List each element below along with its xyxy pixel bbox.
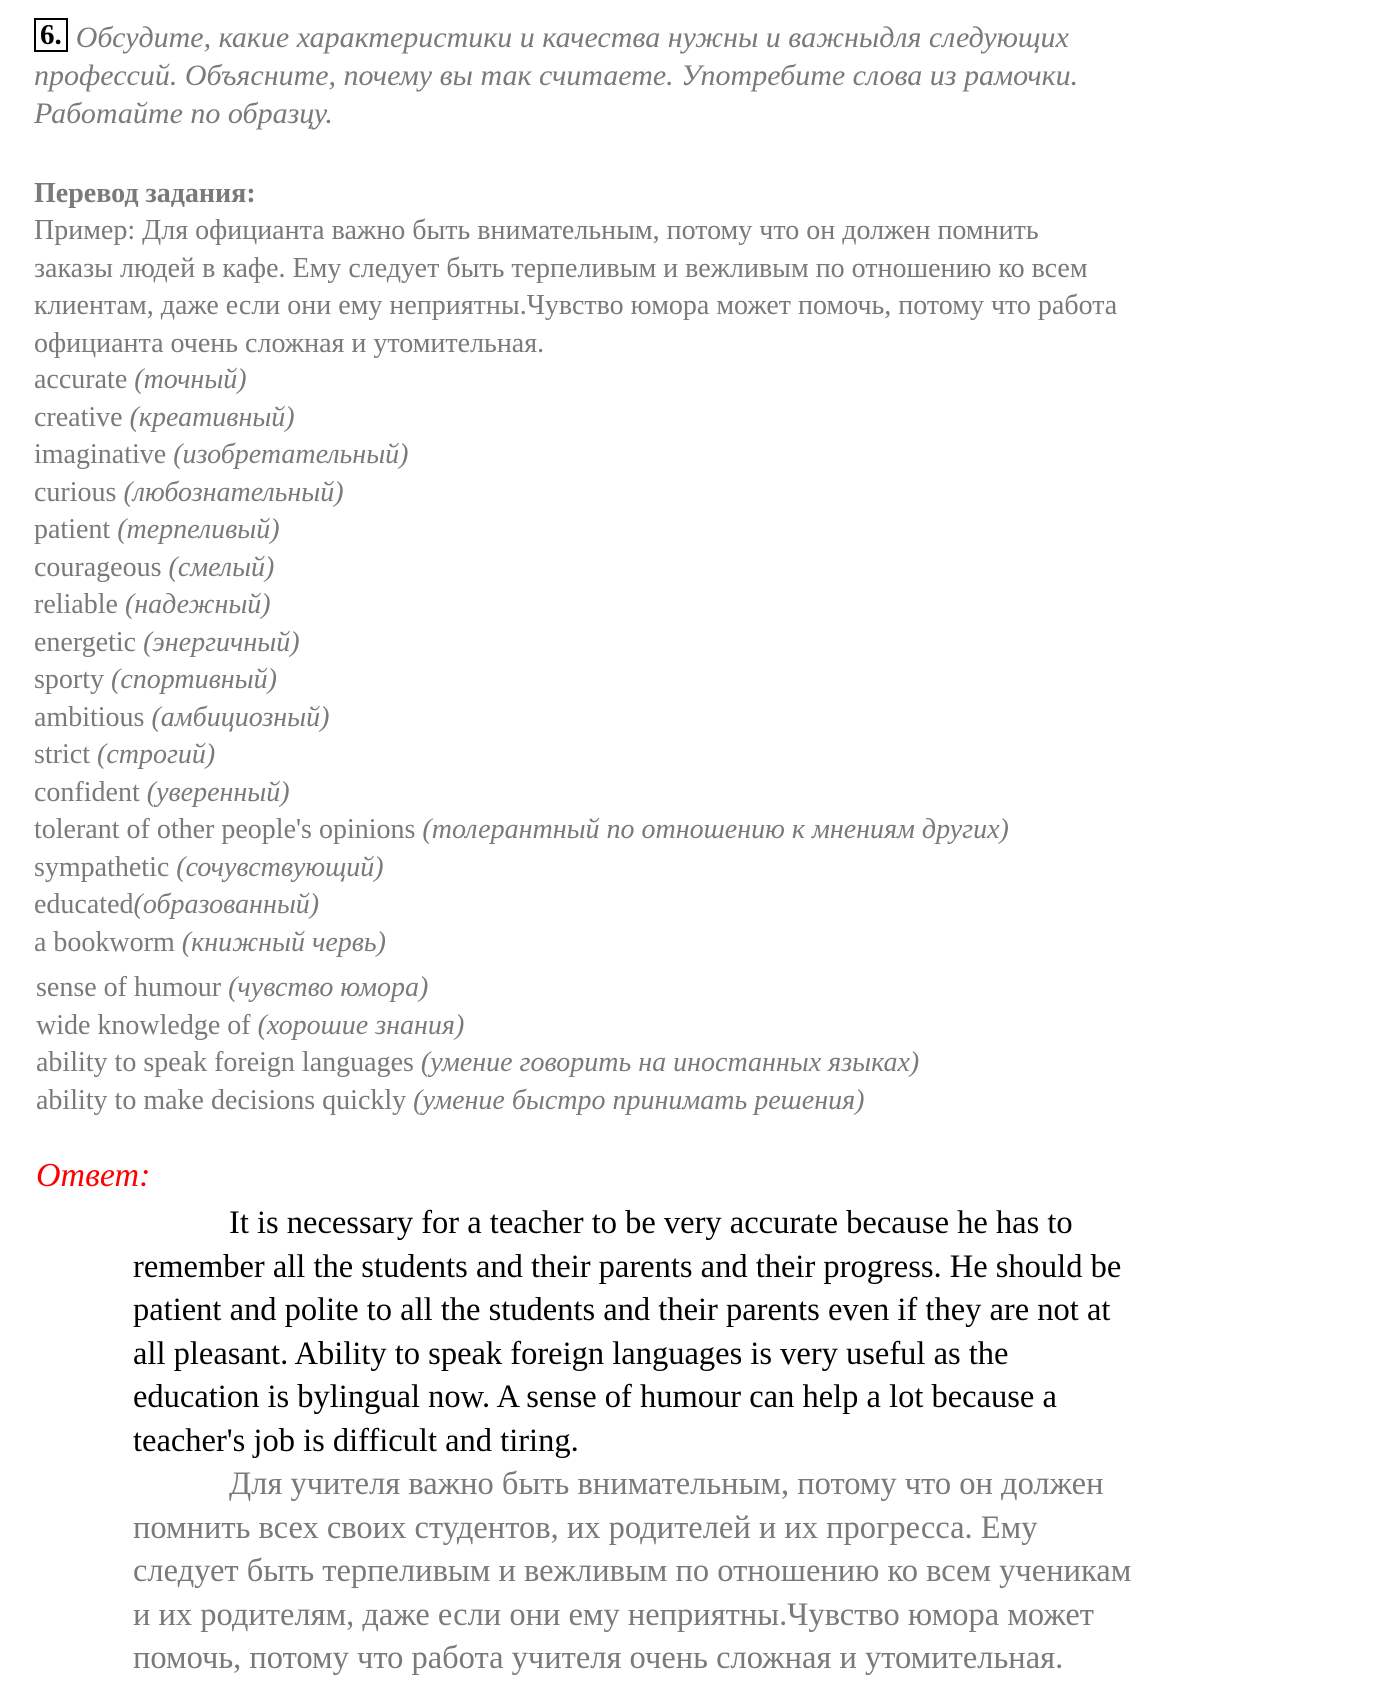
vocab-en: courageous	[34, 551, 169, 583]
phrase-ru: (чувство юмора)	[228, 972, 429, 1003]
vocab-ru: (толерантный по отношению к мнениям других)	[422, 814, 1009, 845]
answer-en-line: teacher's job is difficult and tiring.	[133, 1422, 579, 1459]
task-line: профессий. Объясните, почему вы так считаете. Употребите слова из рамочки.	[34, 59, 1079, 92]
phrase-item	[36, 969, 919, 1007]
vocab-ru: (амбициозный)	[151, 701, 330, 733]
vocab-en: sporty	[34, 664, 111, 695]
vocab-item	[34, 474, 1009, 512]
vocab-item	[34, 736, 1009, 774]
vocab-en: strict	[34, 739, 97, 770]
vocab-ru: (точный)	[134, 364, 247, 395]
vocab-ru: (уверенный)	[146, 776, 290, 808]
answer-en-line: remember all the students and their parents and their progress. He should be	[133, 1248, 1122, 1285]
task-line	[34, 18, 1364, 57]
vocab-item	[34, 361, 1009, 399]
answer-ru-line: помочь, потому что работа учителя очень сложная и утомительная.	[133, 1640, 1064, 1676]
answer-label: Ответ:	[36, 1157, 151, 1194]
phrase-en: wide knowledge of	[36, 1009, 258, 1041]
vocab-item	[34, 661, 1009, 699]
vocab-en: imaginative	[34, 439, 174, 470]
vocab-ru: (книжный червь)	[181, 926, 386, 958]
vocab-en: curious	[34, 476, 124, 508]
answer-ru-line: следует быть терпеливым и вежливым по отношению ко всем ученикам	[133, 1553, 1132, 1589]
vocab-ru: (креативный)	[129, 401, 295, 433]
translation-heading: Перевод задания:	[34, 178, 256, 209]
vocab-item	[34, 511, 1009, 549]
vocab-ru: (смелый)	[168, 551, 275, 583]
vocab-ru: (изобретательный)	[173, 439, 409, 470]
phrase-en: sense of humour	[36, 972, 229, 1003]
vocab-ru: (спортивный)	[111, 664, 277, 695]
vocab-item	[34, 886, 1009, 924]
vocab-item	[34, 811, 1009, 849]
phrase-item	[36, 1007, 919, 1045]
vocab-ru: (энергичный)	[143, 626, 300, 658]
phrase-en: ability to make decisions quickly	[36, 1084, 414, 1116]
vocab-ru: (терпеливый)	[117, 514, 280, 545]
phrase-ru: (хорошие знания)	[257, 1009, 465, 1041]
vocab-en: a bookworm	[34, 926, 182, 958]
vocab-ru: (сочувствующий)	[176, 851, 384, 883]
task-number: 6.	[34, 18, 68, 52]
translation-line: официанта очень сложная и утомительная.	[34, 327, 545, 359]
phrase-item	[36, 1082, 919, 1120]
answer-en-line: education is bylingual now. A sense of humour can help a lot because a	[133, 1379, 1057, 1415]
vocab-item	[34, 436, 1009, 474]
vocab-item	[34, 624, 1009, 662]
vocab-en: tolerant of other people's opinions	[34, 814, 423, 845]
task-block	[34, 18, 1364, 133]
translation-line: заказы людей в кафе. Ему следует быть терпеливым и вежливым по отношению ко всем	[34, 252, 1088, 284]
vocab-ru: (надежный)	[124, 589, 271, 620]
vocab-item	[34, 924, 1009, 962]
vocabulary-list	[34, 361, 1009, 961]
vocab-en: ambitious	[34, 701, 152, 733]
vocab-en: reliable	[34, 589, 125, 620]
phrase-en: ability to speak foreign languages	[36, 1047, 421, 1078]
vocab-en: creative	[34, 401, 130, 433]
task-line: Работайте по образцу.	[34, 97, 333, 130]
vocab-en: sympathetic	[34, 851, 177, 883]
vocab-item	[34, 699, 1009, 737]
answer-en-line: patient and polite to all the students and their parents even if they are not at	[133, 1292, 1111, 1328]
answer-en-line: all pleasant. Ability to speak foreign languages is very useful as the	[133, 1335, 1009, 1372]
answer-ru-line: и их родителям, даже если они ему неприятны.Чувство юмора может	[133, 1596, 1094, 1633]
vocab-item	[34, 549, 1009, 587]
answer-ru-line: Для учителя важно быть внимательным, потому что он должен	[229, 1466, 1104, 1502]
translation-line: Пример: Для официанта важно быть внимательным, потому что он должен помнить	[34, 215, 1039, 246]
translation-block	[34, 176, 1374, 362]
vocab-ru: (любознательный)	[123, 476, 344, 508]
phrase-ru: (умение говорить на иностанных языках)	[420, 1047, 920, 1078]
answer-en-line: It is necessary for a teacher to be very accurate because he has to	[229, 1205, 1073, 1241]
phrase-list	[36, 969, 919, 1119]
phrase-ru: (умение быстро принимать решения)	[413, 1084, 865, 1116]
vocab-ru: (строгий)	[97, 739, 216, 770]
vocab-en: accurate	[34, 364, 135, 395]
vocab-item	[34, 774, 1009, 812]
vocab-item	[34, 399, 1009, 437]
vocab-item	[34, 586, 1009, 624]
task-text: Обсудите, какие характеристики и качества нужны и важныдля следующих	[75, 21, 1069, 54]
answer-block	[133, 1202, 1363, 1681]
translation-line: клиентам, даже если они ему неприятны.Чувство юмора может помочь, потому что работа	[34, 290, 1118, 321]
vocab-ru: (образованный)	[133, 889, 320, 920]
vocab-en: energetic	[34, 626, 144, 658]
vocab-en: confident	[34, 776, 147, 808]
phrase-item	[36, 1044, 919, 1082]
vocab-en: educated	[34, 889, 134, 920]
answer-ru-line: помнить всех своих студентов, их родителей и их прогресса. Ему	[133, 1509, 1038, 1546]
vocab-item	[34, 849, 1009, 887]
vocab-en: patient	[34, 514, 118, 545]
